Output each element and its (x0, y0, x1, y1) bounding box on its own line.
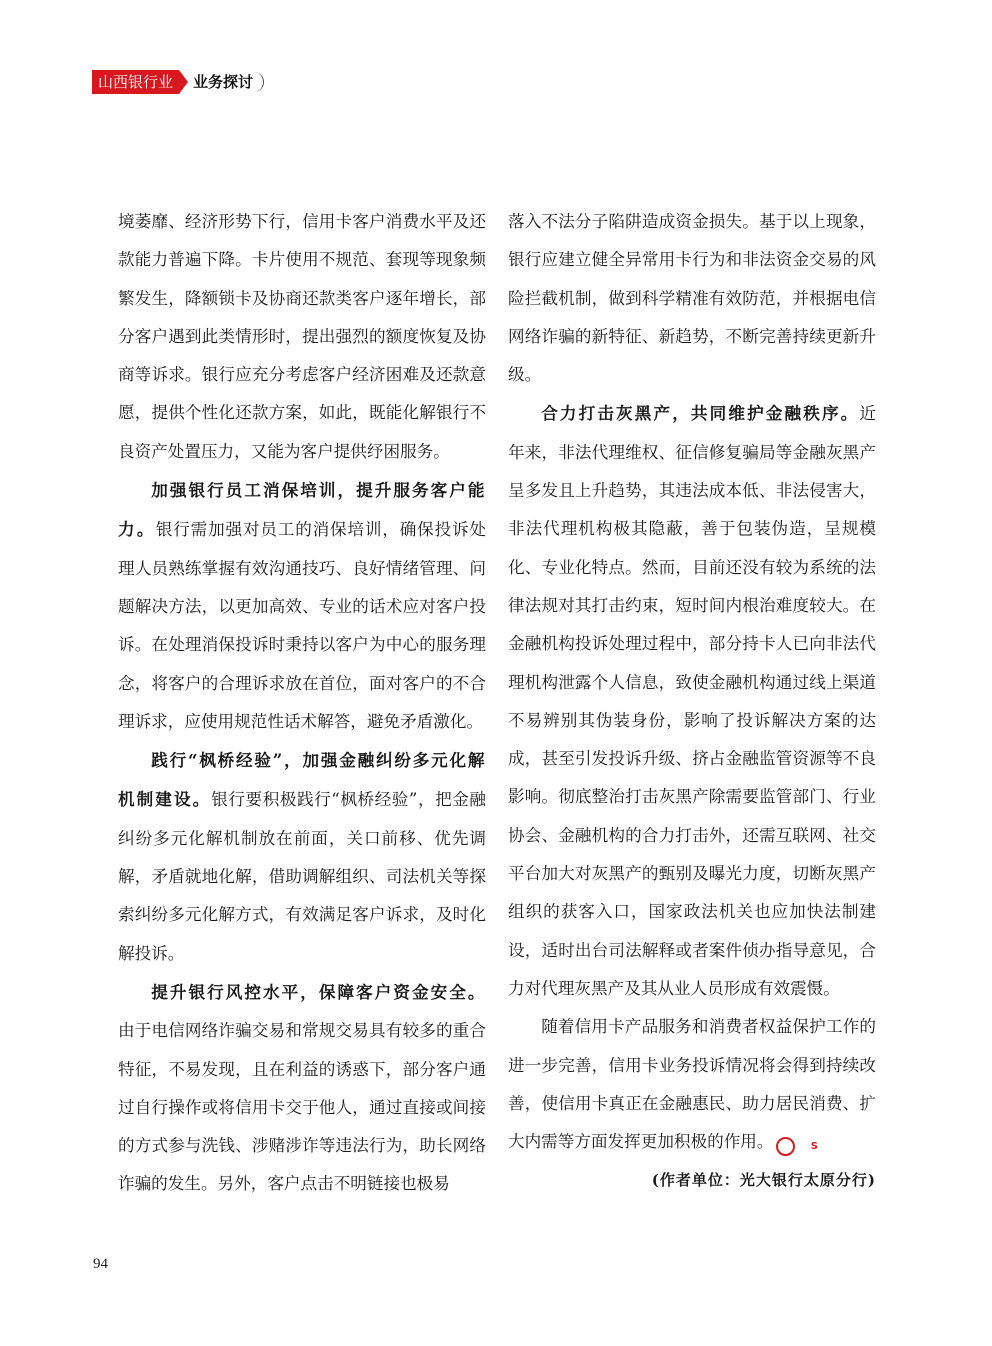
paragraph-fengqiao (118, 741, 486, 973)
page-number: 94 (93, 1256, 108, 1272)
paragraph-body: 近年来，非法代理维权、征信修复骗局等金融灰黑产呈多发且上升趋势，其违法成本低、非法侵害大，非法代理机构极其隐蔽，善于包装伪造，呈规模化、专业化特点。然而，目前还没有较为系统的法律法规对其打击约束，短时间内根治难度较大。在金融机构投诉处理过程中，部分持卡人已向非法代理机构泄露个人信息，致使金融机构通过线上渠道不易辨别其伪装身份，影响了投诉解决方案的达成，甚至引发投诉升级、挤占金融监管资源等不良影响。彻底整治打击灰黑产除需要监管部门、行业协会、金融机构的合力打击外，还需互联网、社交平台加大对灰黑产的甄别及曝光力度，切断灰黑产组织的获客入口，国家政法机关也应加快法制建设，适时出台司法解释或者案件侦办指导意见，合力对代理灰黑产及其从业人员形成有效震慑。 (508, 404, 876, 998)
right-column (508, 203, 876, 1200)
header-section-label: 业务探讨 (179, 70, 263, 94)
lead-heading: 合力打击灰黑产，共同维护金融秩序。 (541, 403, 860, 424)
paragraph-body: 随着信用卡产品服务和消费者权益保护工作的进一步完善，信用卡业务投诉情况将会得到持续改善，使信用卡真正在金融惠民、助力居民消费、扩大内需等方面发挥更加积极的作用。 (508, 1017, 876, 1152)
paragraph-risk-control (118, 973, 486, 1204)
paragraph-continuation: 落入不法分子陷阱造成资金损失。基于以上现象，银行应建立健全异常用卡行为和非法资金交易的风险拦截机制，做到科学精准有效防范，并根据电信网络诈骗的新特征、新趋势，不断完善持续更新升级。 (508, 212, 876, 385)
paragraph-gray-black-industry (508, 394, 876, 1008)
paragraph-conclusion (508, 1008, 876, 1161)
paragraph-body: 银行需加强对员工的消保培训，确保投诉处理人员熟练掌握有效沟通技巧、良好情绪管理、问题解决方法，以更加高效、专业的话术应对客户投诉。在处理消保投诉时秉持以客户为中心的服务理念，将客户的合理诉求放在首位，面对客户的不合理诉求，应使用规范性话术解答，避免矛盾激化。 (118, 520, 487, 731)
paragraph-body: 银行要积极践行“枫桥经验”，把金融纠纷多元化解机制放在前面，关口前移、优先调解，矛盾就地化解，借助调解组织、司法机关等探索纠纷多元化解方式，有效满足客户诉求，及时化解投诉。 (118, 790, 487, 963)
author-affiliation: (作者单位：光大银行太原分行) (651, 1171, 876, 1190)
lead-heading: 践行“枫桥经验”，加强金融纠纷多元化解机制建设。 (118, 750, 486, 810)
paragraph-staff-training (118, 471, 486, 741)
paragraph-continuation: 境萎靡、经济形势下行，信用卡客户消费水平及还款能力普遍下降。卡片使用不规范、套现等现象频繁发生，降额锁卡及协商还款类客户逐年增长，部分客户遇到此类情形时，提出强烈的额度恢复及协商等诉求。银行应充分考虑客户经济困难及还款意愿，提供个性化还款方案，如此，既能化解银行不良资产处置压力，又能为客户提供纾困服务。 (118, 212, 486, 461)
lead-heading: 提升银行风控水平，保障客户资金安全。 (151, 981, 486, 1002)
journal-end-mark-icon: S (776, 1137, 795, 1156)
left-column (118, 203, 486, 1204)
paragraph-body: 由于电信网络诈骗交易和常规交易具有较多的重合特征，不易发现，且在利益的诱惑下，部分客户通过自行操作或将信用卡交于他人，通过直接或间接的方式参与洗钱、涉赌涉诈等违法行为，助长网络诈骗的发生。另外，客户点击不明链接也极易 (118, 1021, 486, 1194)
header-brand-label: 山西银行业 (92, 70, 179, 94)
lead-heading: 加强银行员工消保培训，提升服务客户能力。 (118, 480, 486, 540)
running-header (92, 70, 263, 94)
